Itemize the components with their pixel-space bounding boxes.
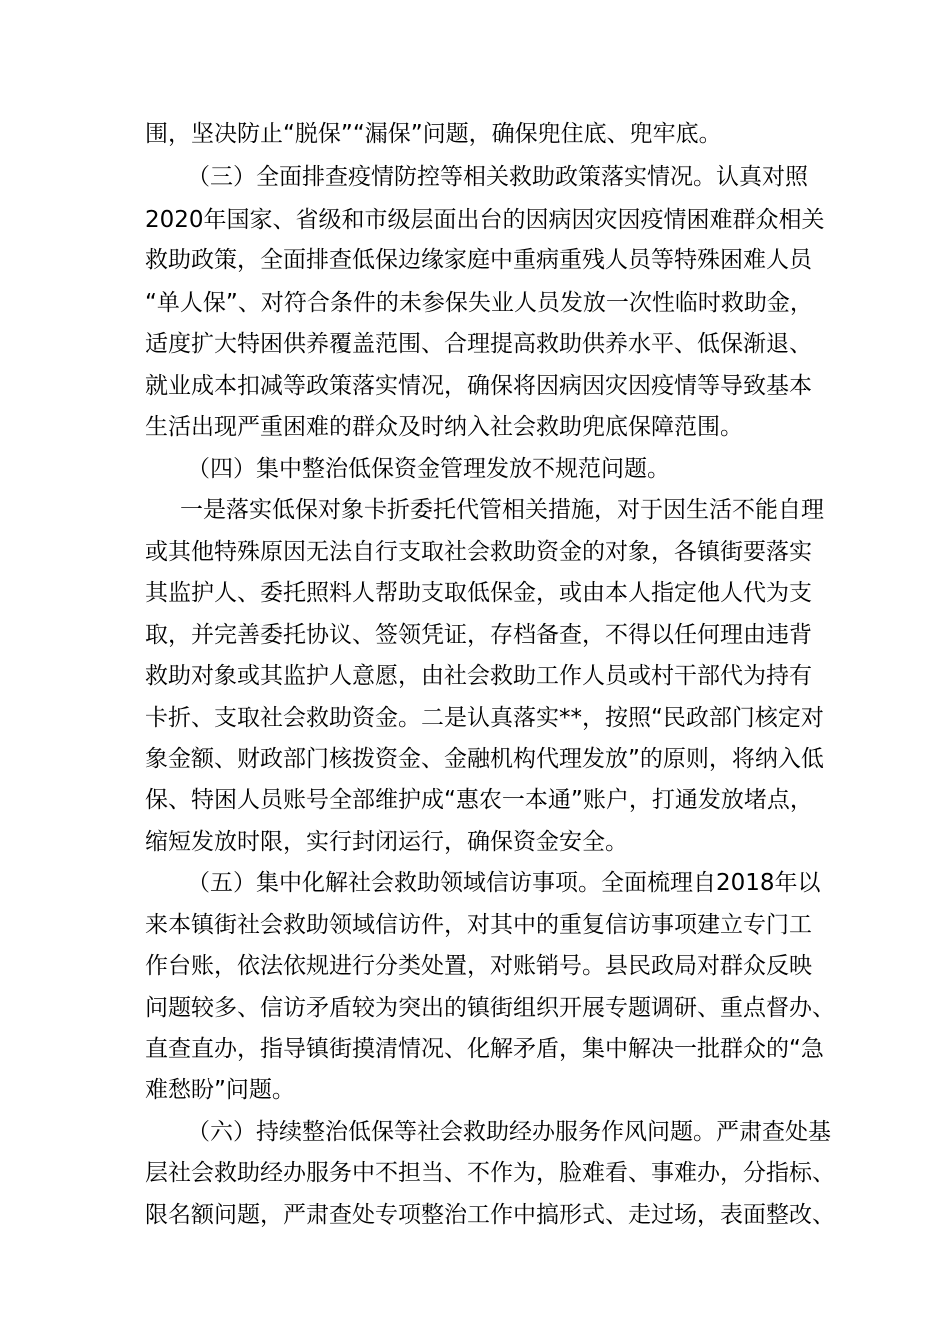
text-line: 或其他特殊原因无法自行支取社会救助资金的对象，各镇街要落实 [145, 539, 812, 565]
section-heading-6: （六）持续整治低保等社会救助经办服务作风问题。严肃查处基 [187, 1119, 831, 1145]
text-line: 生活出现严重困难的群众及时纳入社会救助兜底保障范围。 [145, 414, 743, 440]
text-line: 保、特困人员账号全部维护成“惠农一本通”账户，打通发放堵点， [145, 787, 813, 813]
section-heading-4: （四）集中整治低保资金管理发放不规范问题。 [187, 456, 670, 482]
text-line: 适度扩大特困供养覆盖范围、合理提高救助供养水平、低保渐退、 [145, 331, 812, 357]
text-line: 卡折、支取社会救助资金。二是认真落实**，按照“民政部门核定对 [145, 705, 824, 731]
text-line: 救助政策，全面排查低保边缘家庭中重病重残人员等特殊困难人员 [145, 247, 812, 273]
text-line: 来本镇街社会救助领域信访件，对其中的重复信访事项建立专门工 [145, 912, 812, 938]
text-line: 层社会救助经办服务中不担当、不作为，脸难看、事难办，分指标、 [145, 1160, 835, 1186]
text-line: 象金额、财政部门核拨资金、金融机构代理发放”的原则，将纳入低 [145, 746, 824, 772]
text-line: 难愁盼”问题。 [145, 1077, 295, 1103]
text-line: 直查直办，指导镇街摸清情况、化解矛盾，集中解决一批群众的“急 [145, 1036, 824, 1062]
text-line: 取，并完善委托协议、签领凭证，存档备查，不得以任何理由违背 [145, 622, 812, 648]
text-line: 限名额问题，严肃查处专项整治工作中搞形式、走过场，表面整改、 [145, 1202, 835, 1228]
text-line: 问题较多、信访矛盾较为突出的镇街组织开展专题调研、重点督办、 [145, 995, 835, 1021]
text-line: 一是落实低保对象卡折委托代管相关措施，对于因生活不能自理 [180, 497, 824, 523]
text-line: 其监护人、委托照料人帮助支取低保金，或由本人指定他人代为支 [145, 580, 812, 606]
text-line: 救助对象或其监护人意愿，由社会救助工作人员或村干部代为持有 [145, 663, 812, 689]
text-line: 缩短发放时限，实行封闭运行，确保资金安全。 [145, 829, 628, 855]
text-line: 作台账，依法依规进行分类处置，对账销号。县民政局对群众反映 [145, 953, 812, 979]
text-line: 就业成本扣减等政策落实情况，确保将因病因灾因疫情等导致基本 [145, 373, 812, 399]
text-line: “单人保”、对符合条件的未参保失业人员发放一次性临时救助金， [145, 290, 813, 316]
text-line: 2020年国家、省级和市级层面出台的因病因灾因疫情困难群众相关 [145, 207, 825, 233]
section-heading-5: （五）集中化解社会救助领域信访事项。全面梳理自2018年以 [187, 870, 821, 896]
section-heading-3: （三）全面排查疫情防控等相关救助政策落实情况。认真对照 [187, 164, 808, 190]
text-line: 围，坚决防止“脱保”“漏保”问题，确保兜住底、兜牢底。 [145, 121, 722, 147]
